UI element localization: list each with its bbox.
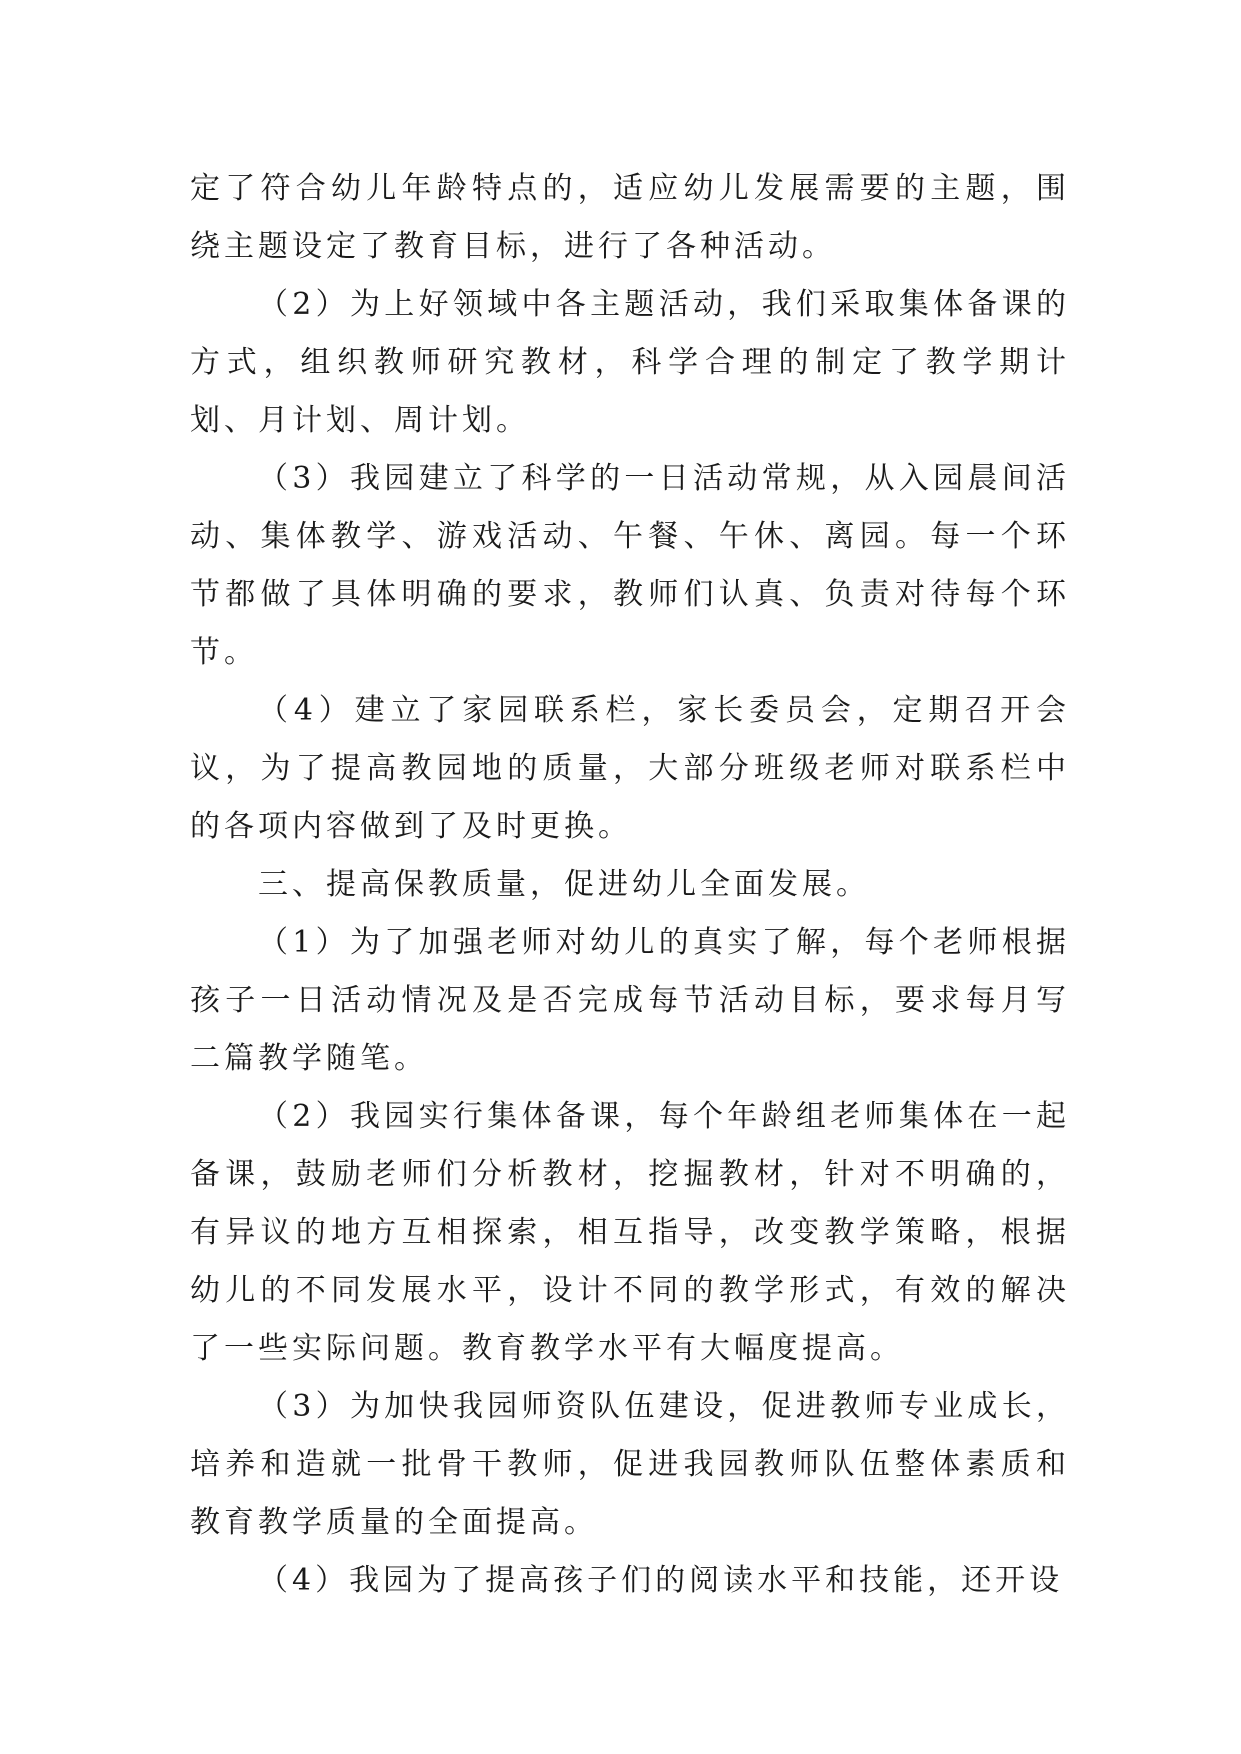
paragraph-section3-item-3: （3）为加快我园师资队伍建设，促进教师专业成长，培养和造就一批骨干教师，促进我园教师队伍整体素质和教育教学质量的全面提高。 <box>190 1389 1070 1540</box>
paragraph-continuation: 定了符合幼儿年龄特点的，适应幼儿发展需要的主题，围绕主题设定了教育目标，进行了各种活动。 <box>190 171 1070 264</box>
paragraph-section3-item-4: （4）我园为了提高孩子们的阅读水平和技能，还开设 <box>258 1563 1064 1598</box>
paragraph-item-4-home-school-board: （4）建立了家园联系栏，家长委员会，定期召开会议，为了提高教园地的质量，大部分班级老师对联系栏中的各项内容做到了及时更换。 <box>190 693 1070 844</box>
paragraph-section3-item-1: （1）为了加强老师对幼儿的真实了解，每个老师根据孩子一日活动情况及是否完成每节活动目标，要求每月写二篇教学随笔。 <box>190 925 1070 1076</box>
document-body <box>190 160 1070 1610</box>
paragraph-item-3-daily-routine: （3）我园建立了科学的一日活动常规，从入园晨间活动、集体教学、游戏活动、午餐、午休、离园。每一个环节都做了具体明确的要求，教师们认真、负责对待每个环节。 <box>190 461 1070 670</box>
paragraph-section3-item-2: （2）我园实行集体备课，每个年龄组老师集体在一起备课，鼓励老师们分析教材，挖掘教材，针对不明确的，有异议的地方互相探索，相互指导，改变教学策略，根据幼儿的不同发展水平，设计不同的教学形式，有效的解决了一些实际问题。教育教学水平有大幅度提高。 <box>190 1099 1070 1366</box>
paragraph-item-2-collective-lesson-prep: （2）为上好领域中各主题活动，我们采取集体备课的方式，组织教师研究教材，科学合理的制定了教学期计划、月计划、周计划。 <box>190 287 1070 438</box>
section-heading-3: 三、提高保教质量，促进幼儿全面发展。 <box>258 867 870 902</box>
